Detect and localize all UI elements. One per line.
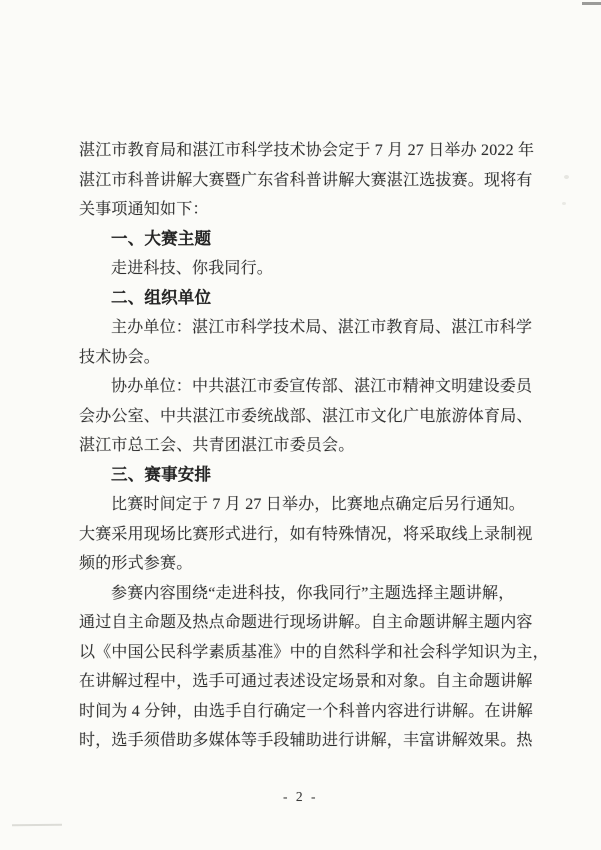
document-body: [79, 136, 549, 756]
section-heading: 一、大赛主题: [111, 229, 212, 248]
scan-artifact-corner-mark: [582, 2, 601, 5]
text-line: 主办单位：湛江市科学技术局、湛江市教育局、湛江市科学: [111, 319, 533, 336]
text-line: 协办单位：中共湛江市委宣传部、湛江市精神文明建设委员: [111, 378, 533, 395]
text-line: 频的形式参赛。: [79, 555, 193, 572]
text-line: 时间为 4 分钟，由选手自行确定一个科普内容进行讲解。在讲解: [79, 702, 534, 720]
text-line: 比赛时间定于 7 月 27 日举办，比赛地点确定后另行通知。: [111, 496, 526, 513]
text-line: 在讲解过程中，选手可通过表述设定场景和对象。自主命题讲解: [79, 673, 533, 690]
text-line: 走进科技、你我同行。: [111, 260, 274, 277]
text-line: 关事项通知如下：: [79, 201, 209, 218]
text-line: 会办公室、中共湛江市委统战部、湛江市文化广电旅游体育局、: [79, 407, 533, 425]
text-line: 大赛采用现场比赛形式进行，如有特殊情况，将采取线上录制视: [79, 525, 533, 543]
text-line: 以《中国公民科学素质基准》中的自然科学和社会科学知识为主，: [79, 643, 549, 661]
scan-artifact-speck: [564, 175, 569, 179]
scan-artifact-speck: [55, 77, 58, 80]
page-number: - 2 -: [283, 789, 318, 804]
section-heading: 二、组织单位: [111, 288, 212, 307]
text-line: 参赛内容围绕“走进科技，你我同行”主题选择主题讲解，: [111, 584, 515, 602]
scan-artifact-scratch: [12, 824, 62, 827]
text-line: 湛江市科普讲解大赛暨广东省科普讲解大赛湛江选拔赛。现将有: [79, 171, 533, 189]
scan-artifact-speck: [562, 202, 566, 205]
text-line: 湛江市教育局和湛江市科学技术协会定于 7 月 27 日举办 2022 年: [79, 142, 535, 159]
text-line: 技术协会。: [79, 348, 161, 366]
text-line: 时，选手须借助多媒体等手段辅助进行讲解，丰富讲解效果。热: [79, 732, 533, 749]
text-line: 湛江市总工会、共青团湛江市委员会。: [79, 437, 355, 454]
text-line: 通过自主命题及热点命题进行现场讲解。自主命题讲解主题内容: [79, 614, 533, 631]
section-heading: 三、赛事安排: [111, 465, 212, 484]
